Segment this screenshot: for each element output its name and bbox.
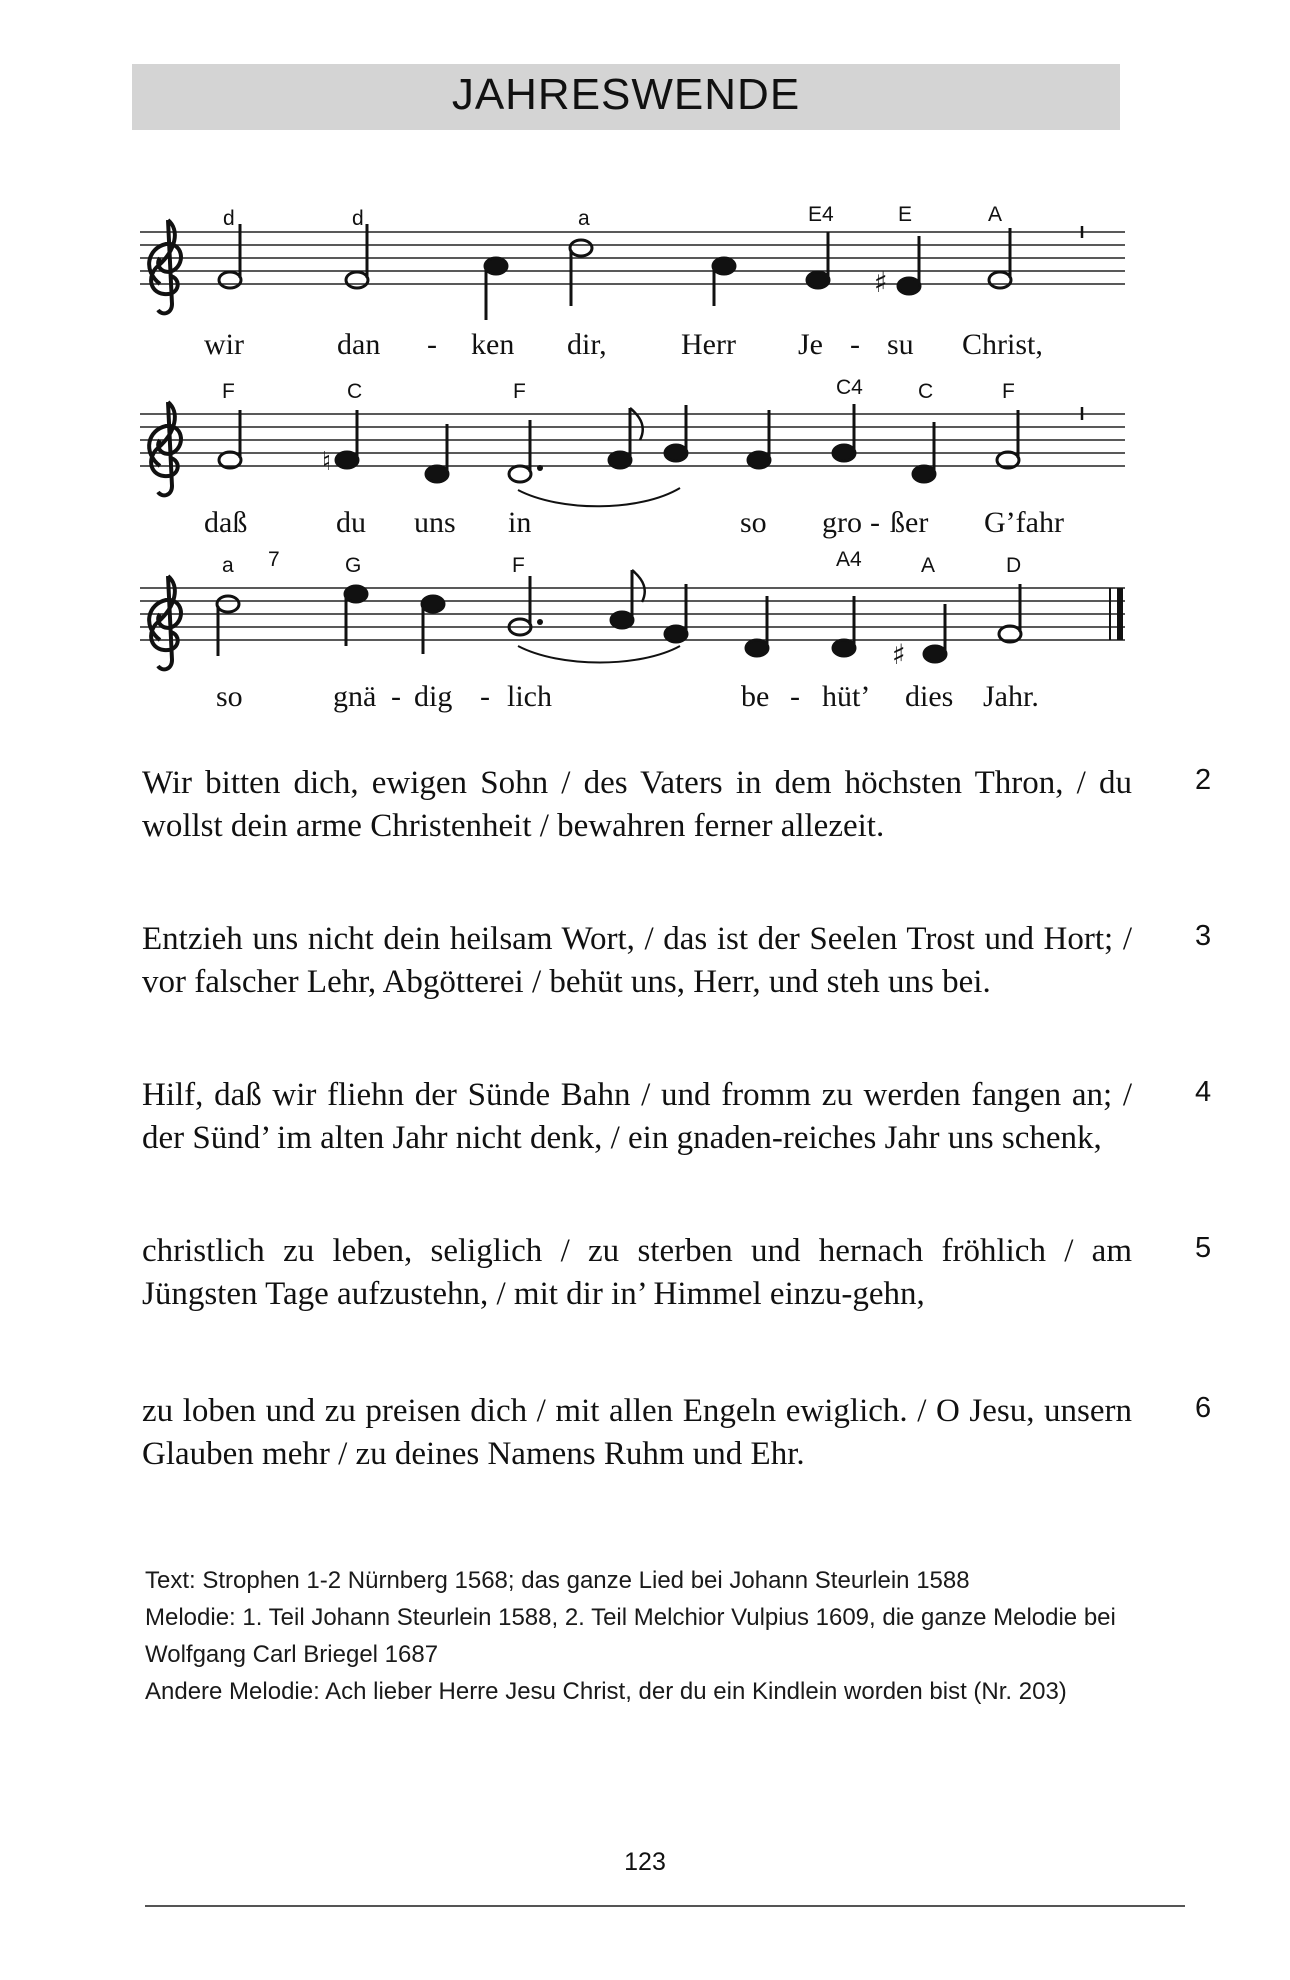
lyric-syllable: uns <box>414 506 456 539</box>
chord: D <box>1006 554 1022 577</box>
verse-text: zu loben und zu preisen dich / mit allen Engeln ewiglich. / O Jesu, unsern Glauben mehr / zu deines Namens Ruhm und Ehr. <box>142 1393 1132 1472</box>
staff-1 <box>140 203 1125 361</box>
lyric-syllable: dig <box>414 680 453 713</box>
lyric-syllable: - <box>427 328 437 361</box>
lyric-syllable: ken <box>471 328 515 361</box>
verse-text: christlich zu leben, seliglich / zu sterben und hernach fröhlich / am Jüngsten Tage aufzustehn, / mit dir in’ Himmel einzu-gehn, <box>142 1233 1132 1312</box>
chord: C4 <box>836 376 863 399</box>
verse-6 <box>142 1390 1132 1476</box>
lyric-syllable: - <box>391 680 401 713</box>
verse-number: 3 <box>1195 920 1212 952</box>
lyric-syllable: Herr <box>681 328 736 361</box>
page-number: 123 <box>624 1848 666 1876</box>
lyric-syllable: su <box>887 328 914 361</box>
credits-text-line: Text: Strophen 1-2 Nürnberg 1568; das ganze Lied bei Johann Steurlein 1588 <box>145 1567 970 1594</box>
lyric-syllable: Christ, <box>962 328 1043 361</box>
svg-text:♯: ♯ <box>874 266 888 299</box>
lyric-syllable: Je <box>798 328 823 361</box>
lyric-syllable: - <box>790 680 800 713</box>
bottom-divider <box>145 1905 1185 1907</box>
verse-4 <box>142 1074 1132 1160</box>
verse-5 <box>142 1230 1132 1316</box>
verse-number: 5 <box>1195 1232 1212 1264</box>
lyric-syllable: so <box>740 506 767 539</box>
credits-alt-melody-line: Andere Melodie: Ach lieber Herre Jesu Christ, der du ein Kindlein worden bist (Nr. 203) <box>145 1678 1067 1705</box>
lyric-syllable: hüt’ <box>822 680 871 713</box>
treble-clef-icon <box>149 576 181 669</box>
staff-2 <box>140 376 1125 539</box>
verse-2 <box>142 762 1132 848</box>
chord: C <box>347 380 363 403</box>
chord: C <box>918 380 934 403</box>
lyric-syllable: wir <box>204 328 244 361</box>
lyric-syllable: be <box>741 680 770 713</box>
page-title: JAHRESWENDE <box>451 70 801 119</box>
treble-clef-icon <box>149 402 181 495</box>
chord: F <box>512 554 525 577</box>
verse-number: 6 <box>1195 1392 1212 1424</box>
chord: d <box>352 207 364 230</box>
lyric-syllable: ßer <box>890 506 929 539</box>
chord: 7 <box>268 548 280 571</box>
verse-number: 4 <box>1195 1076 1212 1108</box>
chord: a <box>578 207 590 230</box>
chord: F <box>513 380 526 403</box>
chord: A4 <box>836 548 862 571</box>
lyric-syllable: so <box>216 680 243 713</box>
chord: d <box>223 207 235 230</box>
lyric-syllable: gnä <box>333 680 377 713</box>
verse-3 <box>142 918 1132 1004</box>
lyric-syllable: dies <box>905 680 954 713</box>
treble-clef-icon <box>149 220 181 313</box>
chord: G <box>345 554 362 577</box>
lyric-syllable: - <box>870 506 880 539</box>
chord: E <box>898 203 913 226</box>
lyric-syllable: dir, <box>567 328 607 361</box>
verse-text: Hilf, daß wir fliehn der Sünde Bahn / und fromm zu werden fangen an; / der Sünd’ im alten Jahr nicht denk, / ein gnaden-reiches Jahr uns schenk, <box>142 1077 1132 1156</box>
lyric-syllable: - <box>480 680 490 713</box>
music-notation <box>0 0 1290 740</box>
verse-number: 2 <box>1195 764 1212 796</box>
chord: A <box>921 554 936 577</box>
lyric-syllable: gro <box>822 506 862 539</box>
lyric-syllable: dan <box>337 328 381 361</box>
chord: E4 <box>808 203 834 226</box>
lyric-syllable: in <box>508 506 532 539</box>
lyric-syllable: G’fahr <box>984 506 1064 539</box>
verse-text: Wir bitten dich, ewigen Sohn / des Vaters in dem höchsten Thron, / du wollst dein arme Christenheit / bewahren ferner allezeit. <box>142 765 1132 844</box>
credits <box>145 1562 1135 1710</box>
chord: F <box>222 380 235 403</box>
staff-3 <box>140 548 1125 713</box>
verse-text: Entzieh uns nicht dein heilsam Wort, / das ist der Seelen Trost und Hort; / vor falscher Lehr, Abgötterei / behüt uns, Herr, und steh uns bei. <box>142 921 1132 1000</box>
credits-melody-line: Melodie: 1. Teil Johann Steurlein 1588, 2. Teil Melchior Vulpius 1609, die ganze Melodie bei Wolfgang Carl Briegel 1687 <box>145 1604 1116 1668</box>
chord: a <box>222 554 234 577</box>
svg-text:♯: ♯ <box>892 638 906 671</box>
lyric-syllable: Jahr. <box>983 680 1039 713</box>
lyric-syllable: du <box>336 506 366 539</box>
svg-text:♮: ♮ <box>322 447 332 477</box>
chord: F <box>1002 380 1015 403</box>
lyric-syllable: daß <box>204 506 248 539</box>
lyric-syllable: lich <box>507 680 552 713</box>
lyric-syllable: - <box>850 328 860 361</box>
chord: A <box>988 203 1003 226</box>
